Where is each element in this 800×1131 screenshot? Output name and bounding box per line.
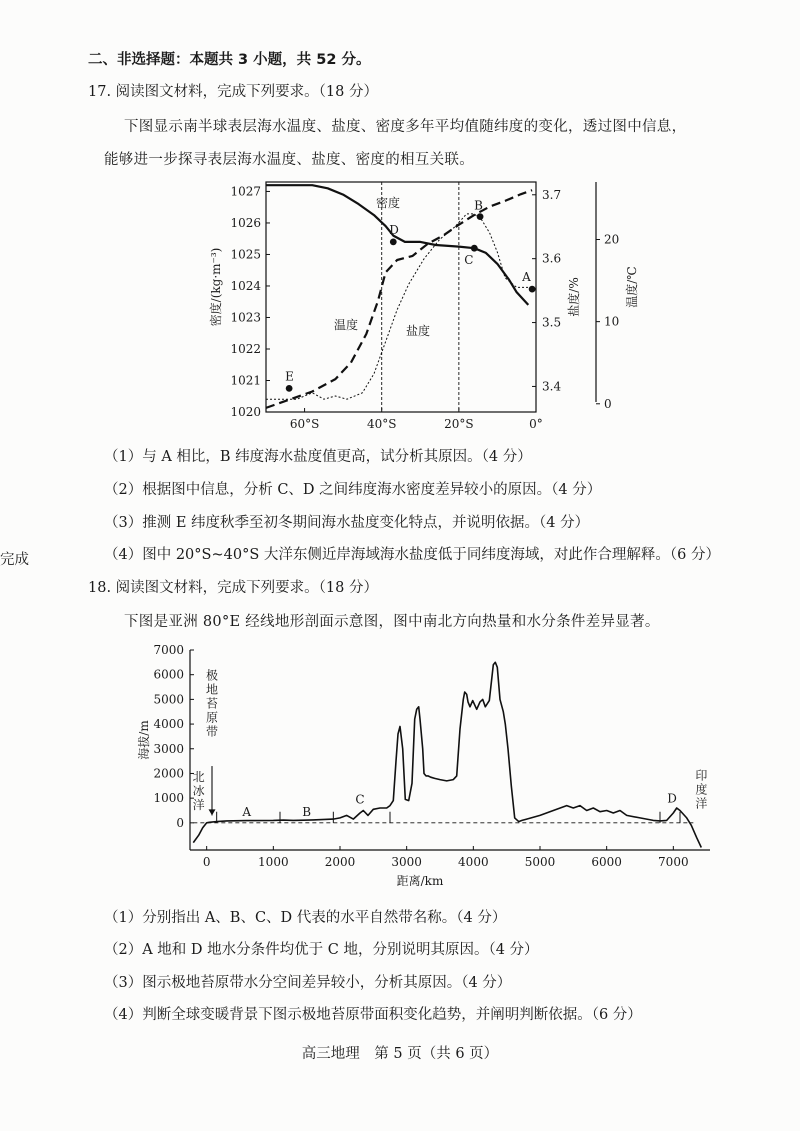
salinity-tick-label: 3.6 — [542, 251, 562, 266]
density-tick-label: 1026 — [230, 215, 261, 230]
latitude-tick-label: 40°S — [366, 417, 397, 431]
q17-sub2: （2）根据图中信息，分析 C、D 之间纬度海水密度差异较小的原因。（4 分） — [104, 482, 602, 498]
margin-note: 完成 — [0, 552, 29, 568]
temperature-tick-label: 0 — [604, 396, 612, 411]
point-label-D: D — [389, 222, 399, 237]
density-tick-label: 1022 — [230, 341, 261, 356]
point-label-E: E — [285, 369, 294, 384]
elevation-tick-label: 5000 — [153, 692, 184, 707]
density-tick-label: 1023 — [230, 310, 261, 325]
q18-sub4: （4）判断全球变暖背景下图示极地苔原带面积变化趋势，并阐明判断依据。（6 分） — [104, 1007, 642, 1023]
zone-label-A: A — [242, 804, 252, 819]
chart1-plot-frame — [266, 182, 536, 412]
point-label-C: C — [464, 253, 474, 268]
salinity-tick-label: 3.7 — [542, 187, 562, 202]
indian-ocean-label-char: 度 — [695, 782, 708, 797]
latitude-tick-label: 60°S — [289, 417, 320, 431]
q17-sub1: （1）与 A 相比，B 纬度海水盐度值更高，试分析其原因。（4 分） — [104, 449, 532, 465]
latitude-tick-label: 20°S — [444, 417, 474, 431]
point-label-A: A — [522, 270, 531, 285]
polar-tundra-label-char: 带 — [205, 724, 219, 739]
distance-tick-label: 6000 — [591, 855, 622, 869]
q18-intro: 下图是亚洲 80°E 经线地形剖面示意图，图中南北方向热量和水分条件差异显著。 — [124, 614, 660, 630]
terrain-profile-line — [193, 662, 701, 847]
point-label-B: B — [474, 198, 483, 213]
zone-label-C: C — [355, 792, 365, 807]
distance-tick-label: 0 — [202, 855, 211, 869]
salinity-axis-label: 盐度/% — [567, 277, 581, 317]
elevation-tick-label: 3000 — [153, 741, 184, 756]
q18-sub2: （2）A 地和 D 地水分条件均优于 C 地，分别说明其原因。（4 分） — [104, 942, 539, 958]
elevation-tick-label: 7000 — [153, 643, 184, 657]
density-tick-label: 1027 — [230, 184, 261, 199]
indian-ocean-label — [695, 769, 707, 811]
elevation-tick-label: 1000 — [153, 791, 184, 806]
point-A — [529, 286, 536, 293]
elevation-tick-label: 2000 — [153, 766, 184, 781]
q17-intro-2: 能够进一步探寻表层海水温度、盐度、密度的相互关联。 — [104, 152, 474, 168]
zone-label-D: D — [667, 791, 677, 806]
q18-sub3: （3）图示极地苔原带水分空间差异较小，分析其原因。（4 分） — [104, 975, 512, 991]
density-tick-label: 1025 — [230, 247, 261, 262]
elevation-axis-label: 海拔/m — [137, 720, 151, 760]
terrain-profile-chart — [137, 640, 710, 890]
arctic-ocean-label-char: 冰 — [192, 783, 205, 798]
polar-tundra-label-char: 地 — [205, 682, 219, 697]
arctic-ocean-label-char: 洋 — [192, 797, 205, 812]
distance-axis-label: 距离/km — [396, 874, 444, 888]
latitude-tick-label: 0° — [529, 417, 543, 431]
polar-tundra-label-char: 苔 — [205, 696, 219, 711]
q17-sub3: （3）推测 E 纬度秋季至初冬期间海水盐度变化特点，并说明依据。（4 分） — [104, 515, 590, 531]
tundra-arrow-head — [209, 809, 216, 815]
q18-sub1: （1）分别指出 A、B、C、D 代表的水平自然带名称。（4 分） — [104, 910, 507, 926]
distance-tick-label: 5000 — [524, 855, 556, 869]
chart1-frame — [266, 182, 596, 412]
indian-ocean-label-char: 洋 — [695, 796, 708, 811]
density-tick-label: 1021 — [230, 373, 261, 388]
temperature-series-label: 温度 — [334, 318, 359, 332]
temperature-axis-label: 温度/℃ — [625, 266, 639, 308]
ocean-properties-chart — [206, 172, 666, 432]
temperature-tick-label: 10 — [604, 314, 620, 329]
polar-tundra-label-char: 原 — [205, 710, 219, 725]
density-tick-label: 1020 — [230, 405, 261, 419]
density-axis-label: 密度/(kg·m⁻³) — [209, 247, 223, 327]
q18-title: 18. 阅读图文材料，完成下列要求。（18 分） — [88, 580, 378, 596]
density-series-label: 密度 — [376, 196, 401, 210]
polar-tundra-label-char: 极 — [205, 668, 219, 683]
series-salinity-line — [266, 214, 528, 399]
salinity-tick-label: 3.4 — [542, 379, 562, 394]
elevation-tick-label: 6000 — [153, 667, 184, 682]
page-footer: 高三地理 第 5 页（共 6 页） — [301, 1046, 499, 1062]
elevation-tick-label: 0 — [176, 815, 184, 830]
q17-sub4: （4）图中 20°S~40°S 大洋东侧近岸海域海水盐度低于同纬度海域，对此作合理解释。（6 分） — [104, 547, 720, 563]
distance-tick-label: 7000 — [658, 855, 689, 869]
salinity-series-label: 盐度 — [406, 324, 431, 338]
distance-tick-label: 3000 — [391, 855, 422, 869]
zone-label-B: B — [302, 804, 312, 819]
series-temperature-line — [266, 190, 532, 408]
section-title: 二、非选择题：本题共 3 小题，共 52 分。 — [88, 52, 371, 68]
temperature-tick-label: 20 — [604, 232, 620, 247]
arctic-ocean-label-char: 北 — [192, 769, 205, 784]
indian-ocean-label-char: 印 — [695, 768, 708, 783]
point-C — [471, 245, 478, 252]
point-D — [390, 238, 397, 245]
distance-tick-label: 4000 — [458, 855, 489, 869]
distance-tick-label: 2000 — [324, 855, 356, 869]
q17-intro-1: 下图显示南半球表层海水温度、盐度、密度多年平均值随纬度的变化，透过图中信息， — [124, 119, 687, 135]
distance-tick-label: 1000 — [258, 855, 289, 869]
q17-title: 17. 阅读图文材料，完成下列要求。（18 分） — [88, 84, 378, 100]
polar-tundra-label — [206, 668, 218, 739]
arctic-ocean-label — [193, 770, 205, 812]
density-tick-label: 1024 — [230, 278, 261, 293]
point-B — [477, 213, 484, 220]
salinity-tick-label: 3.5 — [542, 315, 562, 330]
elevation-tick-label: 4000 — [153, 717, 184, 732]
point-E — [286, 385, 293, 392]
